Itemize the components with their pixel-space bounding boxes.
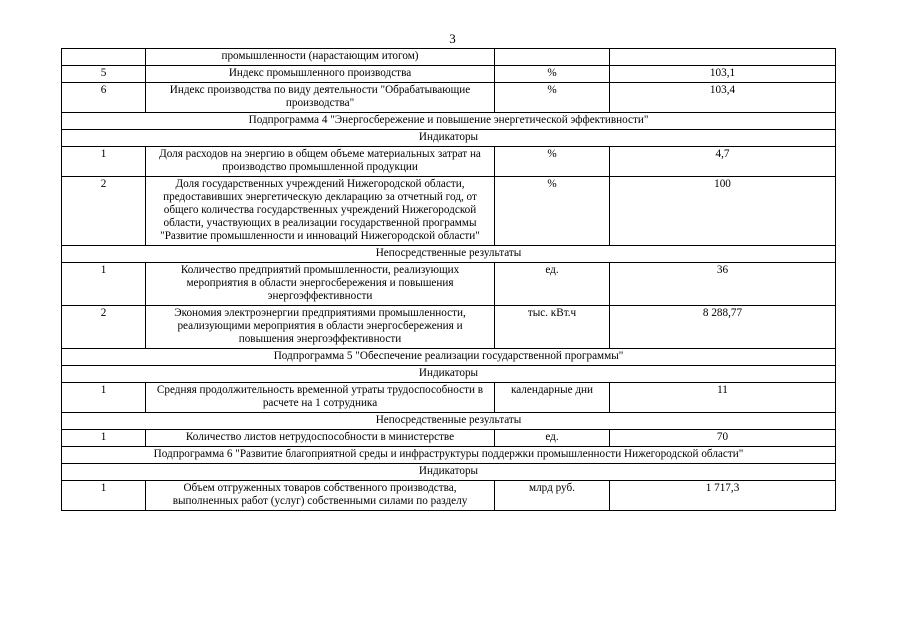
section-header-row <box>62 366 836 383</box>
unit-cell: % <box>495 147 610 177</box>
value-cell: 8 288,77 <box>610 306 836 349</box>
indicator-name: Индекс производства по виду деятельности "Обрабатывающие производства" <box>146 83 495 113</box>
section-header: Индикаторы <box>62 464 836 481</box>
section-header: Непосредственные результаты <box>62 246 836 263</box>
indicator-name: Доля государственных учреждений Нижегородской области, предоставивших энергетическую декларацию за отчетный год, от общего количества государственных учреждений Нижегородской области, участвующих в реализации государственной программы "Развитие промышленности и инноваций Нижегородской области" <box>146 177 495 246</box>
table-row <box>62 383 836 413</box>
indicator-name: промышленности (нарастающим итогом) <box>146 49 495 66</box>
value-cell: 70 <box>610 430 836 447</box>
indicator-name: Количество листов нетрудоспособности в министерстве <box>146 430 495 447</box>
row-number: 2 <box>62 177 146 246</box>
section-header: Подпрограмма 6 "Развитие благоприятной среды и инфраструктуры поддержки промышленности Нижегородской области" <box>62 447 836 464</box>
section-header-row <box>62 130 836 147</box>
unit-cell <box>495 49 610 66</box>
unit-cell: % <box>495 177 610 246</box>
page-number: 3 <box>449 31 456 46</box>
unit-cell: ед. <box>495 263 610 306</box>
value-cell: 4,7 <box>610 147 836 177</box>
unit-cell: % <box>495 83 610 113</box>
table-row <box>62 49 836 66</box>
table-row <box>62 66 836 83</box>
section-header: Подпрограмма 4 "Энергосбережение и повышение энергетической эффективности" <box>62 113 836 130</box>
value-cell: 11 <box>610 383 836 413</box>
row-number <box>62 49 146 66</box>
row-number: 6 <box>62 83 146 113</box>
section-header: Подпрограмма 5 "Обеспечение реализации государственной программы" <box>62 349 836 366</box>
section-header-row <box>62 447 836 464</box>
value-cell: 103,1 <box>610 66 836 83</box>
table-body <box>62 49 836 511</box>
section-header: Индикаторы <box>62 366 836 383</box>
value-cell: 36 <box>610 263 836 306</box>
section-header-row <box>62 464 836 481</box>
row-number: 1 <box>62 481 146 511</box>
table-row <box>62 147 836 177</box>
section-header: Непосредственные результаты <box>62 413 836 430</box>
table-row <box>62 481 836 511</box>
value-cell: 100 <box>610 177 836 246</box>
table-row <box>62 306 836 349</box>
indicator-name: Объем отгруженных товаров собственного производства, выполненных работ (услуг) собственными силами по разделу <box>146 481 495 511</box>
unit-cell: % <box>495 66 610 83</box>
row-number: 1 <box>62 383 146 413</box>
value-cell: 103,4 <box>610 83 836 113</box>
indicators-table <box>61 48 836 511</box>
indicator-name: Индекс промышленного производства <box>146 66 495 83</box>
table-row <box>62 177 836 246</box>
row-number: 1 <box>62 263 146 306</box>
table-row <box>62 430 836 447</box>
row-number: 1 <box>62 147 146 177</box>
section-header-row <box>62 413 836 430</box>
unit-cell: тыс. кВт.ч <box>495 306 610 349</box>
indicator-name: Средняя продолжительность временной утраты трудоспособности в расчете на 1 сотрудника <box>146 383 495 413</box>
table-row <box>62 83 836 113</box>
value-cell: 1 717,3 <box>610 481 836 511</box>
row-number: 5 <box>62 66 146 83</box>
row-number: 1 <box>62 430 146 447</box>
value-cell <box>610 49 836 66</box>
row-number: 2 <box>62 306 146 349</box>
table-row <box>62 263 836 306</box>
section-header-row <box>62 246 836 263</box>
section-header-row <box>62 113 836 130</box>
indicator-name: Экономия электроэнергии предприятиями промышленности, реализующими мероприятия в области энергосбережения и повышения энергоэффективности <box>146 306 495 349</box>
section-header-row <box>62 349 836 366</box>
indicator-name: Количество предприятий промышленности, реализующих мероприятия в области энергосбережения и повышения энергоэффективности <box>146 263 495 306</box>
unit-cell: млрд руб. <box>495 481 610 511</box>
indicator-name: Доля расходов на энергию в общем объеме материальных затрат на производство промышленной продукции <box>146 147 495 177</box>
section-header: Индикаторы <box>62 130 836 147</box>
unit-cell: календарные дни <box>495 383 610 413</box>
unit-cell: ед. <box>495 430 610 447</box>
